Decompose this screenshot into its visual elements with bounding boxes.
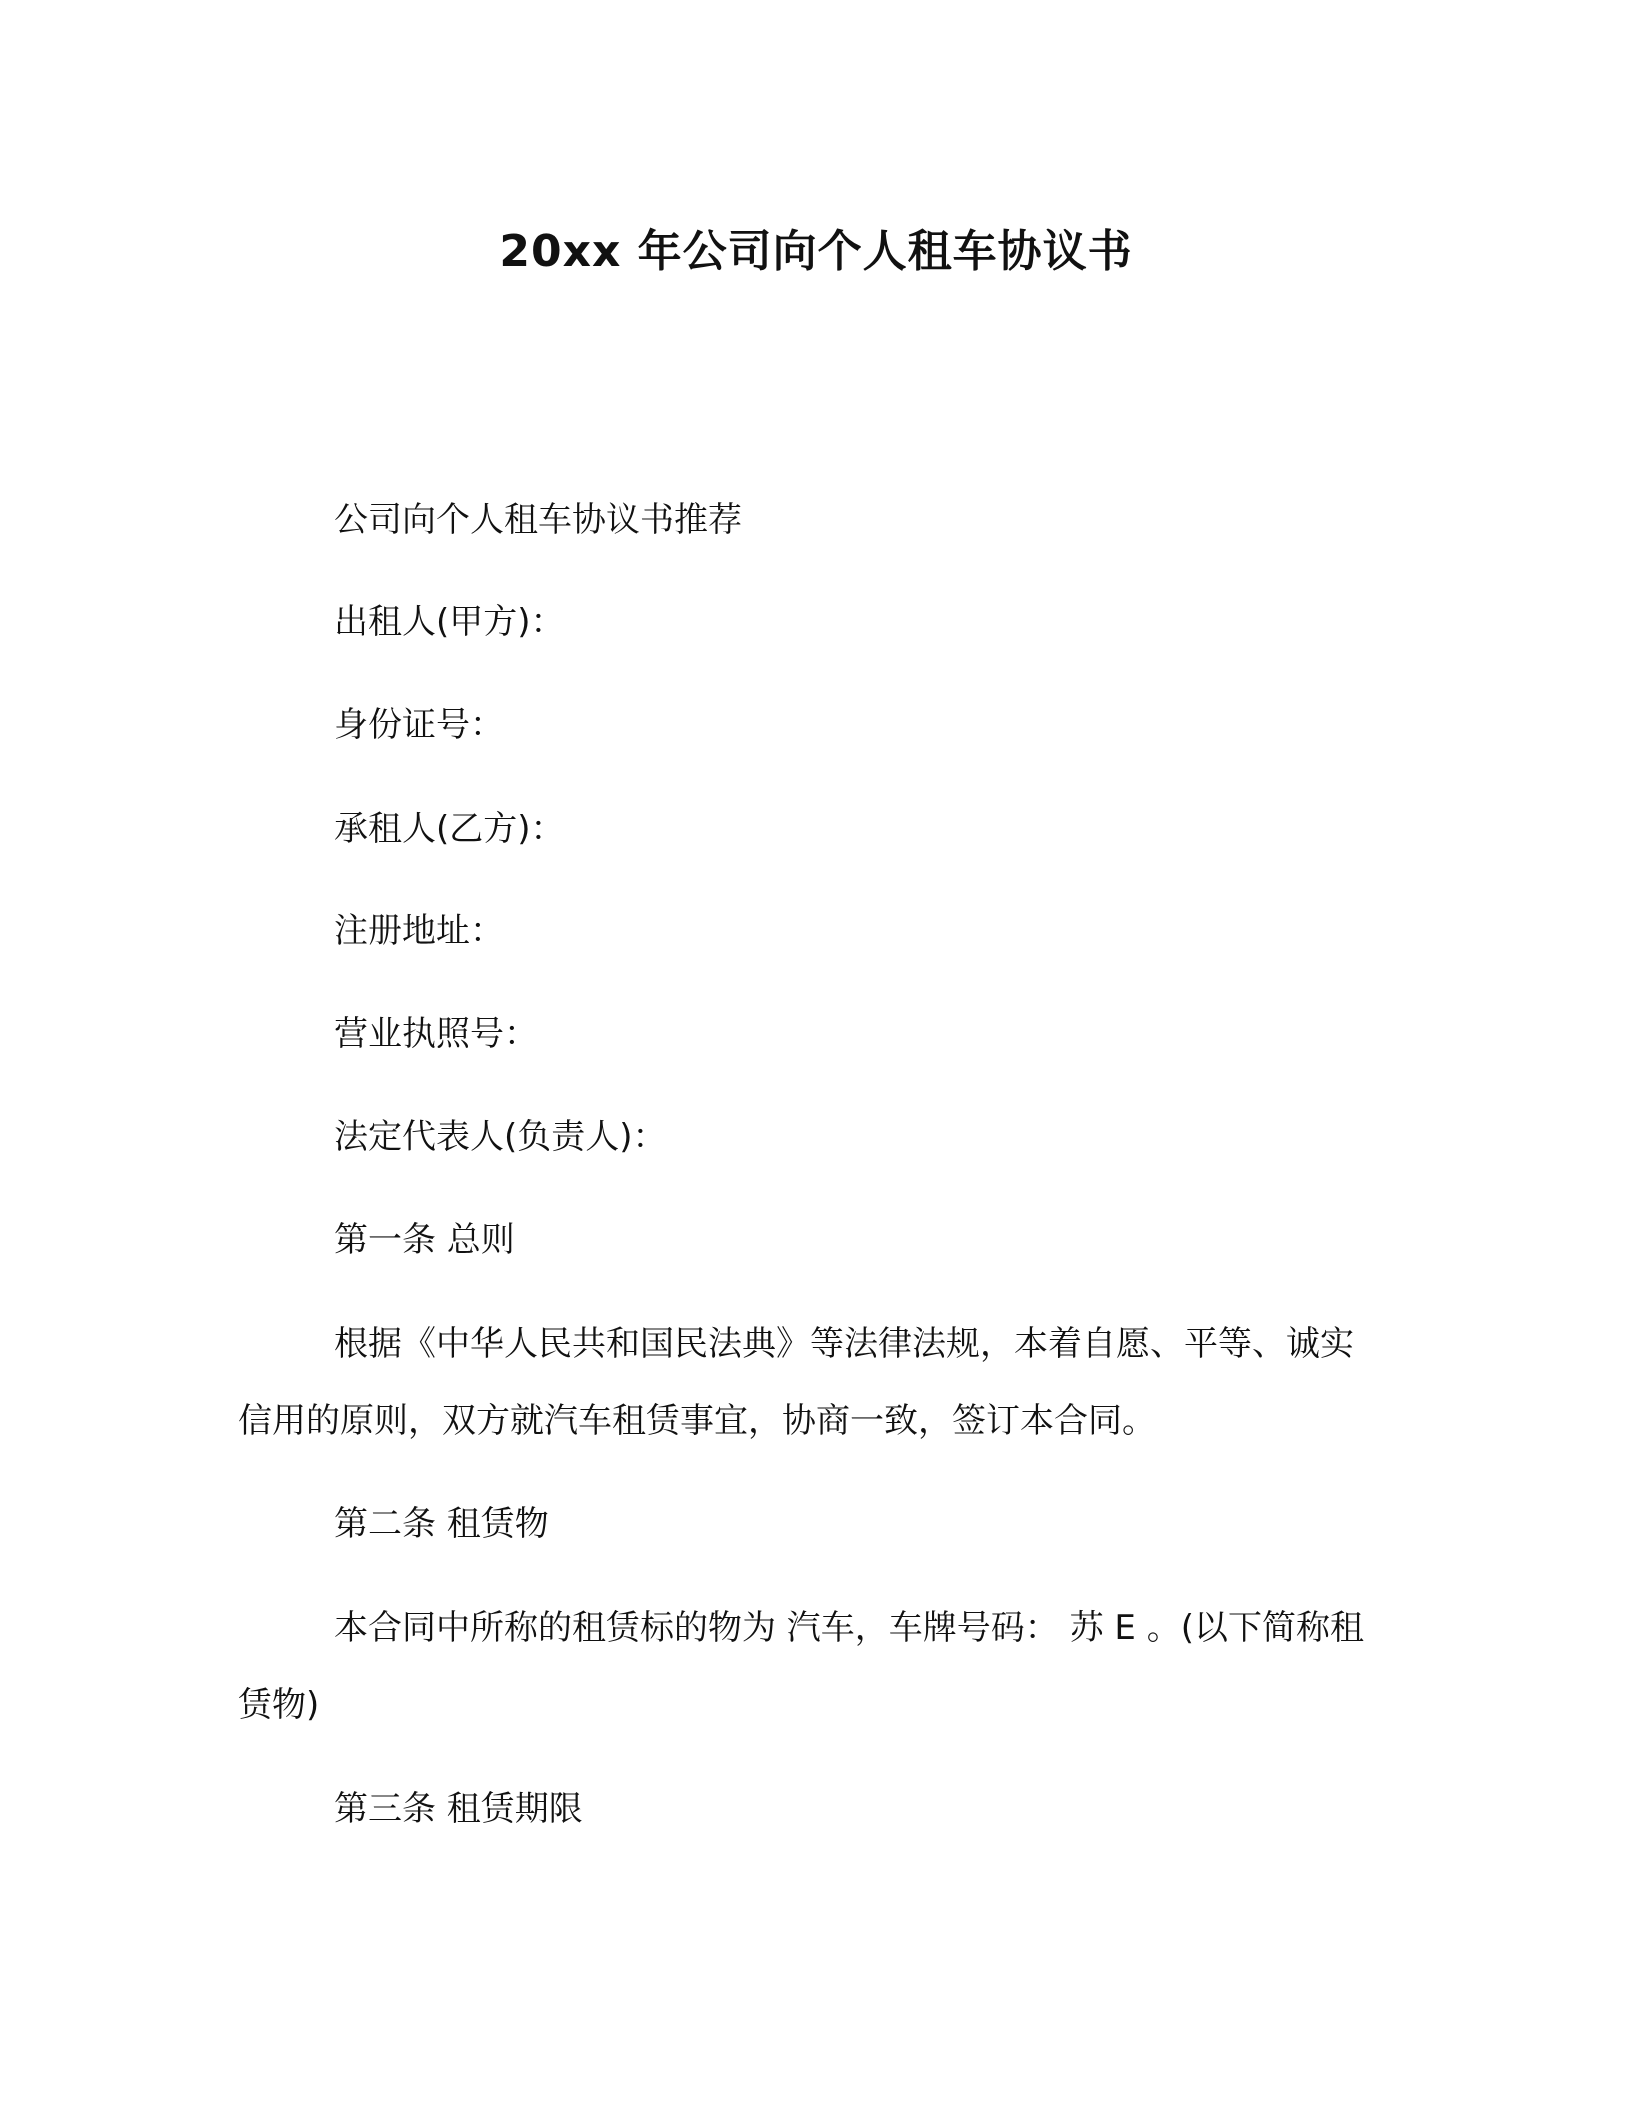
field-legal-representative: 法定代表人(负责人)： bbox=[334, 1117, 667, 1157]
article-2-text: 本合同中所称的租赁标的物为 汽车，车牌号码： 苏 E 。(以下简称租赁物) bbox=[238, 1608, 1364, 1725]
field-lessor: 出租人(甲方)： bbox=[334, 602, 565, 642]
article-1-heading: 第一条 总则 bbox=[334, 1220, 515, 1260]
article-3-heading: 第三条 租赁期限 bbox=[334, 1789, 583, 1829]
article-1-text: 根据《中华人民共和国民法典》等法律法规，本着自愿、平等、诚实信用的原则，双方就汽车租赁事宜，协商一致，签订本合同。 bbox=[238, 1324, 1354, 1441]
field-registered-address: 注册地址： bbox=[334, 911, 504, 951]
document-title: 20xx 年公司向个人租车协议书 bbox=[499, 226, 1133, 277]
document-subtitle: 公司向个人租车协议书推荐 bbox=[334, 500, 742, 540]
field-business-license: 营业执照号： bbox=[334, 1014, 538, 1054]
article-2-heading: 第二条 租赁物 bbox=[334, 1504, 549, 1544]
field-id-number: 身份证号： bbox=[334, 705, 504, 745]
field-lessee: 承租人(乙方)： bbox=[334, 809, 565, 849]
